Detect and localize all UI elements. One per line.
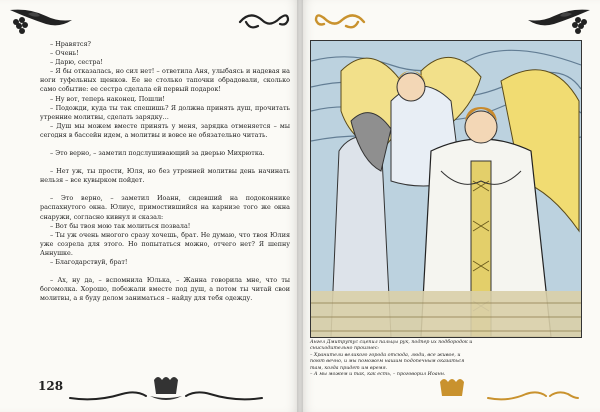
- paragraph: – Подожди, куда ты так спешишь? Я должна принять душ, прочитать утренние молитвы, сделать зарядку…: [40, 103, 290, 121]
- paragraph: – Ну вот, теперь наконец. Пошли!: [50, 94, 165, 103]
- paragraph: – Душ мы можем вместе принять у меня, зарядка отменяется – мы сегодня в бассейн идем, а молитвы и вовсе не обязательно читать.: [40, 121, 290, 139]
- caption-line: – А мы можем и так, как есть, – проговорил Иоанн.: [310, 372, 446, 378]
- paragraph: – Вот бы твоя мою так молиться позвала!: [50, 221, 191, 230]
- grape-corner-ornament-icon: [522, 6, 594, 40]
- footer-ornament-icon: [66, 372, 266, 406]
- header-swirl-ornament-icon: [236, 8, 292, 34]
- paragraph: – Очень!: [50, 49, 79, 58]
- paragraph: – Нет уж, ты прости, Юля, но без утренней молитвы день начинать нельзя – все кувырком пойдет.: [40, 167, 290, 185]
- caption-line: – Хранители великого города отсюда, люди, все живое, и поют вечно, и мы поможем нашим подопечным оказаться там, когда придет им время.: [310, 352, 465, 371]
- header-swirl-ornament-icon: [312, 8, 368, 34]
- paragraph: – Нравятся?: [50, 40, 91, 48]
- footer-ornament-icon: [312, 372, 580, 406]
- grape-corner-ornament-icon: [6, 6, 78, 40]
- angel-illustration: [310, 40, 582, 338]
- paragraph: – Дарю, сестра!: [50, 58, 103, 67]
- paragraph: – Я бы отказалась, но сил нет! – ответила Аня, улыбаясь и надевая на ноги туфельных щенков. Ее не столько тапочки обрадовали, сколько само событие: ее сестра сделала ей первый подарок!: [40, 67, 290, 94]
- paragraph: – Благодарствуй, брат!: [50, 257, 128, 266]
- story-text: [40, 40, 290, 378]
- paragraph: – Это верно, – заметил подслушивающий за дверью Михрютка.: [50, 149, 265, 158]
- paragraph: – Это верно, – заметил Иоанн, сидевший на подоконнике распахнутого окна. Юлиус, примостившийся на карнизе того же окна снаружи, согласно кивнул и сказал:: [40, 194, 290, 221]
- paragraph: – Ты уж очень многого сразу хочешь, брат. Не думаю, что твоя Юлия уже созрела для этого. Но попытаться можно, отчего нет? Я шепну Аннушке.: [40, 230, 290, 257]
- page-number: 128: [38, 379, 64, 393]
- book-gutter: [297, 0, 303, 412]
- paragraph: – Ах, ну да, – вспомнила Юлька, – Жанна говорила мне, что ты богомолка. Хорошо, побежали вместе под душ, а потом ты читай свои молитвы, а я буду делом заниматься – найду для тебя одежду.: [40, 276, 290, 303]
- caption-line: Ангел Дмитрутус сцепил пальцы рук, подпер их подбородок и снисходительно произнес:: [310, 340, 473, 352]
